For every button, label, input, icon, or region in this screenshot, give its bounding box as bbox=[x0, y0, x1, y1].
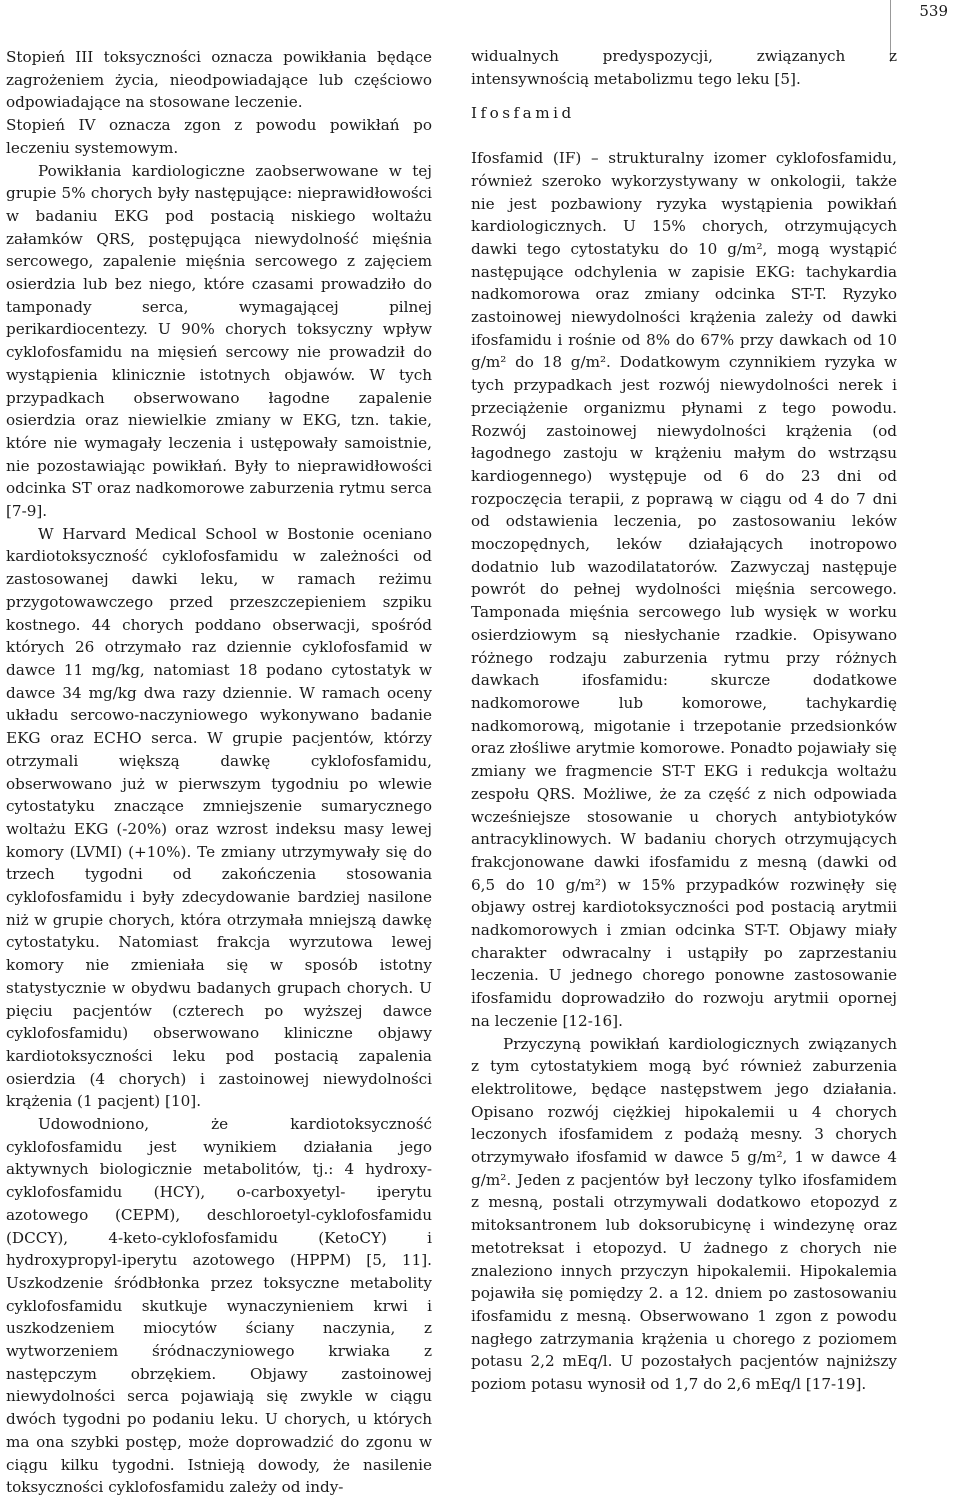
paragraph-metabolites: Udowodniono, że kardiotoksyczność cyklofosfamidu jest wynikiem działania jego aktywnych biologicznie metabolitów, tj.: 4 hydroxy-cyklofosfamidu (HCY), o-carboxyetyl- iperytu azotowego (CEPM), deschloroetyl-cyklofosfamidu (DCCY), 4-keto-cyklofosfamidu (KetoCY) i hydroxypropyl-iperytu azotowego (HPPM) [5, 11]. Uszkodzenie śródbłonka przez toksyczne metabolity cyklofosfamidu skutkuje wynaczynieniem krwi i uszkodzeniem miocytów ściany naczynia, z wytworzeniem śródnaczyniowego krwiaka z następczym obrzękiem. Objawy zastoinowej niewydolności serca pojawiają się zwykle w ciągu dwóch tygodni po podaniu leku. U chorych, u których ma ona szybki postęp, może doprowadzić do zgonu w ciągu kilku tygodni. Istnieją dowody, że nasilenie toksyczności cyklofosfamidu zależy od indy- bbox=[6, 1115, 432, 1497]
paragraph-harvard-study: W Harvard Medical School w Bostonie oceniano kardiotoksyczność cyklofosfamidu w zależności od zastosowanej dawki leku, w ramach reżimu przygotowawczego przed przeszczepieniem szpiku kostnego. 44 chorych poddano obserwacji, spośród których 26 otrzymało raz dziennie cyklofosfamid w dawce 11 mg/kg, natomiast 18 podano cytostatyk w dawce 34 mg/kg dwa razy dziennie. W ramach oceny układu sercowo-naczyniowego wykonywano badanie EKG oraz ECHO serca. W grupie pacjentów, którzy otrzymali większą dawkę cyklofosfamidu, obserwowano już w pierwszym tygodniu po wlewie cytostatyku znaczące zmniejszenie sumarycznego woltażu EKG (-20%) oraz wzrost indeksu masy lewej komory (LVMI) (+10%). Te zmiany utrzymywały się do trzech tygodni od zakończenia stosowania cyklofosfamidu i były zdecydowanie bardziej nasilone niż w grupie chorych, która otrzymała mniejszą dawkę cytostatyku. Natomiast frakcja wyrzutowa lewej komory nie zmieniała się w sposób istotny statystycznie w obydwu badanych grupach chorych. U pięciu pacjentów (czterech po wyższej dawce cyklofosfamidu) obserwowano kliniczne objawy kardiotoksyczności leku pod postacią zapalenia osierdzia (4 chorych) i zastoinowej niewydolności krążenia (1 pacjent) [10]. bbox=[6, 524, 432, 1111]
paragraph-cardiac-complications: Powikłania kardiologiczne zaobserwowane w tej grupie 5% chorych były następujące: nieprawidłowości w badaniu EKG pod postacią niskiego woltażu załamków QRS, postępująca niewydolność mięśnia sercowego, zapalenie mięśnia sercowego z zajęciem osierdzia lub bez niego, które czasami prowadziło do tamponady serca, wymagającej pilnej perikardiocentezy. U 90% chorych toksyczny wpływ cyklofosfamidu na mięsień sercowy nie prowadził do wystąpienia klinicznie istotnych objawów. W tych przypadkach obserwowano łagodne zapalenie osierdzia oraz niewielkie zmiany w EKG, tzn. takie, które nie wymagały leczenia i ustępowały samoistnie, nie pozostawiając powikłań. Były to nieprawidłowości odcinka ST oraz nadkomorowe zaburzenia rytmu serca [7-9]. bbox=[6, 161, 432, 521]
section-heading-ifosfamid: Ifosfamid bbox=[471, 104, 575, 123]
right-column bbox=[471, 45, 897, 1396]
left-column bbox=[6, 46, 432, 1499]
paragraph-toxicity-grade-4: Stopień IV oznacza zgon z powodu powikłań po leczeniu systemowym. bbox=[6, 116, 432, 157]
paragraph-ifosfamid-electrolytes: Przyczyną powikłań kardiologicznych związanych z tym cytostatykiem mogą być również zaburzenia elektrolitowe, będące następstwem jego działania. Opisano rozwój ciężkiej hipokalemii u 4 chorych leczonych ifosfamidem z podażą mesny. 3 chorych otrzymywało ifosfamid w dawce 5 g/m², 1 w dawce 4 g/m². Jeden z pacjentów był leczony tylko ifosfamidem z mesną, postali otrzymywali dodatkowo etopozyd z mitoksantronem lub doksorubicynę i windezynę oraz metotreksat i etopozyd. U żadnego z chorych nie znaleziono innych przyczyn hipokalemii. Hipokalemia pojawiła się pomiędzy 2. a 12. dniem po zastosowaniu ifosfamidu z mesną. Obserwowano 1 zgon z powodu nagłego zatrzymania krążenia u chorego z poziomem potasu 2,2 mEq/l. U pozostałych pacjentów najniższy poziom potasu wynosił od 1,7 do 2,6 mEq/l [17-19]. bbox=[471, 1034, 897, 1394]
paragraph-continuation: widualnych predyspozycji, związanych z intensywnością metabolizmu tego leku [5]. bbox=[471, 47, 897, 88]
paragraph-toxicity-grade-3: Stopień III toksyczności oznacza powikłania będące zagrożeniem życia, nieodpowiadające lub częściowo odpowiadające na stosowane leczenie. bbox=[6, 48, 432, 112]
page-number: 539 bbox=[890, 0, 960, 62]
paragraph-ifosfamid-cardiotoxicity: Ifosfamid (IF) – strukturalny izomer cyklofosfamidu, również szeroko wykorzystywany w onkologii, także nie jest pozbawiony ryzyka wystąpienia powikłań kardiologicznych. U 15% chorych, otrzymujących dawki tego cytostatyku do 10 g/m², mogą wystąpić następujące odchylenia w zapisie EKG: tachykardia nadkomorowa oraz zmiany odcinka ST-T. Ryzyko zastoinowej niewydolności krążenia zależy od dawki ifosfamidu i rośnie od 8% do 67% przy dawkach od 10 g/m² do 18 g/m². Dodatkowym czynnikiem ryzyka w tych przypadkach jest rozwój niewydolności nerek i przeciążenie organizmu płynami z tego powodu. Rozwój zastoinowej niewydolności krążenia (od łagodnego zastoju w krążeniu małym do wstrząsu kardiogennego) występuje od 6 do 23 dni od rozpoczęcia terapii, z poprawą w ciągu od 4 do 7 dni od odstawienia leczenia, po zastosowaniu leków moczopędnych, leków działających inotropowo dodatnio lub wazodilatatorów. Zazwyczaj następuje powrót do pełnej wydolności mięśnia sercowego. Tamponada mięśnia sercowego lub wysięk w worku osierdziowym są niesłychanie rzadkie. Opisywano różnego rodzaju zaburzenia rytmu przy różnych dawkach ifosfamidu: skurcze dodatkowe nadkomorowe lub komorowe, tachykardię nadkomorową, migotanie i trzepotanie przedsionków oraz złośliwe arytmie komorowe. Ponadto pojawiały się zmiany we fragmencie ST-T EKG i redukcja woltażu zespołu QRS. Możliwe, że za część z nich odpowiada wcześniejsze stosowanie u chorych antybiotyków antracyklinowych. W badaniu chorych otrzymujących frakcjonowane dawki ifosfamidu z mesną (dawki od 6,5 do 10 g/m²) w 15% przypadków rozwinęły się objawy ostrej kardiotoksyczności pod postacią arytmii nadkomorowych i zmian odcinka ST-T. Objawy miały charakter odwracalny i ustąpiły po zaprzestaniu leczenia. U jednego chorego ponowne zastosowanie ifosfamidu doprowadziło do rozwoju arytmii opornej na leczenie [12-16]. bbox=[471, 149, 897, 1030]
